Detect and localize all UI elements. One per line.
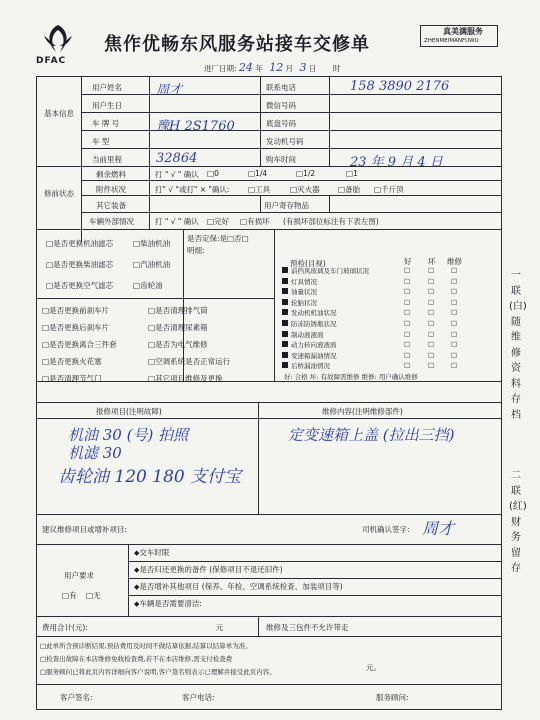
exterior-intact[interactable]: □ 完好 xyxy=(207,216,229,227)
service-check-item[interactable]: □ 是否清理排气筒 xyxy=(148,305,208,316)
filter-check-item[interactable]: □ 是否更换空气滤芯 xyxy=(46,280,113,291)
suggest-label: 建议维修项目或增补项目: xyxy=(42,525,128,534)
hour-char: 时 xyxy=(332,64,341,73)
copy-two-label: 二联(红)财务留存 xyxy=(509,470,527,574)
acc-jack[interactable]: □ 千斤顶 xyxy=(374,184,404,195)
preinspect-checkbox[interactable] xyxy=(428,287,434,295)
preinspect-item: 灯具情况 xyxy=(282,277,317,286)
basic-info-section-label: 基本信息 xyxy=(44,109,74,118)
pre-repair-section-label: 修前状态 xyxy=(44,189,74,198)
day-char: 日 xyxy=(308,64,317,73)
maintenance-check: 是否定保:是□ 否□ xyxy=(187,233,249,244)
preinspect-checkbox[interactable] xyxy=(404,319,410,327)
user-req-divider xyxy=(128,595,502,596)
basic-left-label: 车 型 xyxy=(92,137,110,146)
entry-month: 12 xyxy=(269,61,284,74)
exterior-note: (有损坏部位标注有下表左图) xyxy=(283,217,379,226)
user-req-yes[interactable]: □ 有 xyxy=(62,590,77,601)
oil-type-item[interactable]: □ 柴油机油 xyxy=(133,238,170,249)
service-check-item[interactable]: □ 是否清理尿素箱 xyxy=(148,322,208,333)
repair-right-header: 维修内容(注明维修部件) xyxy=(322,407,403,416)
other-equipment-label: 其它装备 xyxy=(96,201,126,210)
brand-text: DFAC xyxy=(36,56,67,66)
preinspect-checkbox[interactable] xyxy=(404,287,410,295)
acc-spare-tire[interactable]: □ 备胎 xyxy=(338,184,360,195)
basic-right-label: 底盘号码 xyxy=(266,119,296,128)
preinspect-footer: 好: 合格 坏: 有故障需维修 维修: 用户确认维修 xyxy=(284,373,418,381)
preinspect-checkbox[interactable] xyxy=(404,266,410,274)
service-check-item[interactable]: □ 是否清理节气门 xyxy=(42,373,102,384)
preinspect-item: 前挡风玻璃及车门玻璃状况 xyxy=(282,266,369,275)
preinspect-checkbox[interactable] xyxy=(428,330,434,338)
preinspect-checkbox[interactable] xyxy=(404,298,410,306)
fuel-option-half[interactable]: □ 1/2 xyxy=(296,169,315,178)
badge-cn: 真美满服务 xyxy=(443,27,483,36)
preinspect-checkbox[interactable] xyxy=(428,319,434,327)
entry-date xyxy=(204,61,340,74)
service-check-item[interactable]: □ 是否更换火花塞 xyxy=(42,356,102,367)
preinspect-checkbox[interactable] xyxy=(428,308,434,316)
page-title: 焦作优畅东风服务站接车交修单 xyxy=(104,34,370,55)
footer-note: □ 检查出故障在本店维修免收检查费,若不在本店维修,需支付检查费 xyxy=(40,654,232,663)
oil-type-item[interactable]: □ 齿轮油 xyxy=(133,280,163,291)
preinspect-col-good: 好 xyxy=(404,257,412,266)
footer-note: □ 服务顾问已将此页内容详细向客户说明,客户签名则表示已理解并接受此页内容。 xyxy=(40,667,276,676)
cost-unit: 元 xyxy=(216,623,224,632)
acc-extinguisher[interactable]: □ 灭火器 xyxy=(290,184,320,195)
exterior-hint: 打 " √ " 确认 xyxy=(155,217,199,226)
preinspect-checkbox[interactable] xyxy=(451,361,457,369)
basic-right-value[interactable]: 158 3890 2176 xyxy=(350,79,450,94)
preinspect-item: 发动机机油状况 xyxy=(282,308,337,317)
repair-line-2: 机滤 30 xyxy=(68,444,122,462)
accessories-label: 附件状况 xyxy=(96,185,126,194)
user-req-label: 用户要求 xyxy=(64,571,94,580)
fuel-label: 剩余燃料 xyxy=(96,170,126,179)
basic-right-label: 发动机号码 xyxy=(266,137,304,146)
preinspect-checkbox[interactable] xyxy=(428,298,434,306)
user-req-item[interactable]: ◆车辆是否需要清洁: xyxy=(134,599,202,608)
dongfeng-swirl-icon xyxy=(38,22,78,56)
preinspect-checkbox[interactable] xyxy=(451,277,457,285)
fuel-option-quarter[interactable]: □ 1/4 xyxy=(248,169,267,178)
preinspect-checkbox[interactable] xyxy=(428,266,434,274)
filter-check-item[interactable]: □ 是否更换柴油滤芯 xyxy=(46,259,113,270)
repair-line-1: 机油 30 (号) 拍照 xyxy=(68,426,189,444)
badge-en: ZHENMEIMANFUWU xyxy=(424,38,479,44)
service-check-item[interactable]: □ 是否更换离合三件套 xyxy=(42,339,117,350)
preinspect-checkbox[interactable] xyxy=(451,330,457,338)
entry-day: 3 xyxy=(299,61,307,74)
preinspect-checkbox[interactable] xyxy=(404,330,410,338)
basic-right-label: 购车时间 xyxy=(266,155,296,164)
oil-type-item[interactable]: □ 汽油机油 xyxy=(133,259,170,270)
basic-left-value[interactable]: 豫H 2S1760 xyxy=(156,119,235,134)
preinspect-item: 动力转向液液面 xyxy=(282,340,337,349)
preinspect-checkbox[interactable] xyxy=(428,340,434,348)
basic-right-value[interactable]: 23 年 9 月 4 日 xyxy=(350,155,443,170)
fuel-option-full[interactable]: □ 1 xyxy=(346,169,358,178)
cost-label: 费用合计(元): xyxy=(42,623,88,632)
basic-right-label: 联系电话 xyxy=(266,83,296,92)
year-char: 年 xyxy=(255,64,263,73)
stored-items-label: 用户寄存物品 xyxy=(264,201,309,210)
preinspect-checkbox[interactable] xyxy=(451,308,457,316)
driver-signature: 周才 xyxy=(422,519,455,538)
advisor-label: 服务顾问: xyxy=(376,693,409,702)
month-char: 月 xyxy=(285,64,294,73)
footer-yuan: 元。 xyxy=(366,663,381,672)
customer-phone-label: 客户电话: xyxy=(182,693,215,702)
accessories-hint: 打" √ "或打" × "确认: xyxy=(155,185,230,194)
preinspect-checkbox[interactable] xyxy=(404,351,410,359)
exterior-label: 车辆外部情况 xyxy=(89,217,134,226)
repair-content: 定变速箱上盖 (拉出三挡) xyxy=(288,426,455,444)
user-req-item[interactable]: ◆是否增补其他项目 (保养、年检、空调系统检查、加装项目等) xyxy=(134,582,343,591)
preinspect-checkbox[interactable] xyxy=(451,340,457,348)
preinspect-item: 制动液液面 xyxy=(282,330,324,339)
preinspect-checkbox[interactable] xyxy=(428,361,434,369)
preinspect-item: 防冻防锈瓶状况 xyxy=(282,319,337,328)
preinspect-title: 预检(目视) xyxy=(290,259,326,268)
basic-left-label: 用户生日 xyxy=(92,101,122,110)
preinspect-item: 变速箱漏油情况 xyxy=(282,351,337,360)
preinspect-checkbox[interactable] xyxy=(428,277,434,285)
cost-note: 维修及三包件不允许带走 xyxy=(266,623,349,632)
user-req-item[interactable]: ◆是否归还更换的备件 (保修项目不退还旧件) xyxy=(134,565,283,574)
preinspect-checkbox[interactable] xyxy=(451,298,457,306)
basic-left-value[interactable]: 周才 xyxy=(156,83,183,98)
user-req-divider xyxy=(128,561,502,562)
preinspect-item: 油量状况 xyxy=(282,287,317,296)
preinspect-checkbox[interactable] xyxy=(451,287,457,295)
basic-left-label: 车 牌 号 xyxy=(92,119,120,128)
preinspect-checkbox[interactable] xyxy=(404,308,410,316)
basic-left-label: 当前里程 xyxy=(92,155,122,164)
user-req-divider xyxy=(128,578,502,579)
preinspect-item: 轮胎状况 xyxy=(282,298,317,307)
user-req-no[interactable]: □ 无 xyxy=(86,590,101,601)
exterior-damaged[interactable]: □ 有损坏 xyxy=(240,216,270,227)
basic-left-label: 用户姓名 xyxy=(92,83,122,92)
basic-left-value[interactable]: 32864 xyxy=(156,151,198,166)
acc-tools[interactable]: □ 工具 xyxy=(248,184,270,195)
entry-date-label: 进厂日期: xyxy=(204,64,237,73)
preinspect-col-bad: 坏 xyxy=(428,257,436,266)
preinspect-item: 后桥漏油情况 xyxy=(282,361,330,370)
preinspect-checkbox[interactable] xyxy=(428,351,434,359)
service-check-item[interactable]: □ 是否更换后刹车片 xyxy=(42,322,109,333)
service-check-item[interactable]: □ 是否更换前刹车片 xyxy=(42,305,109,316)
preinspect-checkbox[interactable] xyxy=(404,277,410,285)
service-badge xyxy=(420,25,498,47)
preinspect-checkbox[interactable] xyxy=(451,266,457,274)
service-check-item[interactable]: □ 其它项目维修及更换 xyxy=(148,373,223,384)
preinspect-col-repair: 维修 xyxy=(447,257,462,266)
copy-one-label: 一联(白)随维修资料存档 xyxy=(509,270,527,421)
repair-line-3: 齿轮油 120 180 支付宝 xyxy=(58,467,242,487)
preinspect-checkbox[interactable] xyxy=(404,361,410,369)
filter-check-item[interactable]: □ 是否更换机油滤芯 xyxy=(46,238,113,249)
preinspect-checkbox[interactable] xyxy=(451,351,457,359)
fuel-option-0[interactable]: □ 0 xyxy=(207,169,219,178)
maintenance-detail-label: 明细: xyxy=(187,246,205,255)
service-check-item[interactable]: □ 空调系统是否正常运行 xyxy=(148,356,230,367)
basic-right-label: 微信号码 xyxy=(266,101,296,110)
preinspect-checkbox[interactable] xyxy=(451,319,457,327)
preinspect-checkbox[interactable] xyxy=(404,340,410,348)
fuel-hint: 打 " √ " 确认 xyxy=(155,170,199,179)
repair-left-header: 报修项目(注明故障) xyxy=(96,407,162,416)
driver-sign-label: 司机确认签字: xyxy=(362,525,410,534)
entry-year: 24 xyxy=(238,61,253,74)
service-check-item[interactable]: □ 是否为电气维修 xyxy=(148,339,208,350)
footer-note: □ 此单所含预诊断结果,预估费用及时间不做结算依据,结算以结算单为准。 xyxy=(40,641,252,650)
user-req-item[interactable]: ◆交车时限 xyxy=(134,548,170,557)
customer-sign-label: 客户签名: xyxy=(60,693,93,702)
